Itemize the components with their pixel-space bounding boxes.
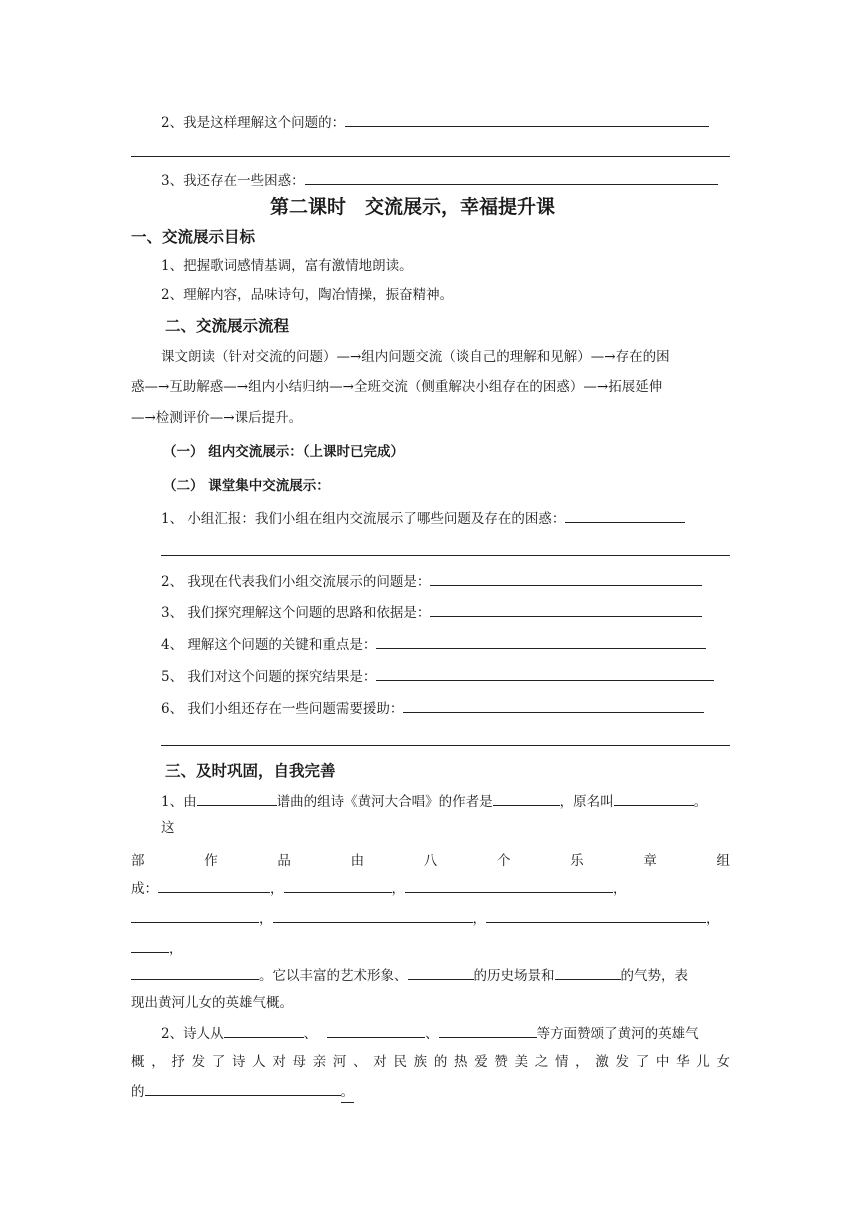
- exercise-char: 母: [292, 1054, 306, 1070]
- exercise-char: 由: [350, 853, 365, 869]
- exercise-2-line-3: [131, 1081, 354, 1103]
- exercise-char: 八: [423, 853, 438, 869]
- subsection-1: （一） 组内交流展示：（上课时已完成）: [163, 444, 404, 460]
- answer-blank[interactable]: [197, 791, 277, 806]
- flow-line: —→检测评价—→课后提升。: [131, 410, 303, 426]
- goal-item: 1、把握歌词感情基调，富有激情地朗读。: [161, 258, 413, 274]
- exercise-text: 、: [303, 1026, 318, 1042]
- exercise-char: 女: [716, 1054, 730, 1070]
- report-item-text: 6、 我们小组还存在一些问题需要援助：: [161, 701, 404, 717]
- exercise-char: 热: [454, 1054, 468, 1070]
- exercise-char: 民: [393, 1054, 407, 1070]
- answer-blank[interactable]: [405, 878, 613, 893]
- exercise-char: 章: [643, 853, 657, 869]
- exercise-char: 亲: [312, 1054, 327, 1070]
- answer-blank[interactable]: [305, 170, 718, 185]
- exercise-char: 美: [514, 1054, 529, 1070]
- exercise-char: 品: [277, 853, 291, 869]
- exercise-char: 乐: [570, 853, 584, 869]
- exercise-char: ，: [151, 1054, 165, 1070]
- exercise-2-spread-line: [131, 1052, 730, 1072]
- exercise-text: 、: [425, 1026, 439, 1042]
- exercise-1-line-1: [161, 791, 707, 812]
- exercise-1-line-final: [131, 965, 688, 986]
- answer-line[interactable]: [161, 555, 730, 556]
- report-item-5: [161, 666, 714, 687]
- exercise-text: ，: [472, 911, 486, 927]
- answer-blank[interactable]: [408, 965, 474, 980]
- exercise-char: 人: [252, 1054, 266, 1070]
- answer-blank[interactable]: [555, 965, 621, 980]
- exercise-text: 这: [161, 820, 175, 836]
- exercise-text: 的历史场景和: [473, 968, 555, 984]
- part1-question-3: [161, 170, 718, 191]
- exercise-text: 的气势，表: [620, 968, 688, 984]
- answer-blank[interactable]: [273, 908, 473, 923]
- exercise-1-movements-line-3: [131, 938, 183, 959]
- answer-blank[interactable]: [430, 602, 702, 617]
- flow-line: 惑—→互助解惑—→组内小结归纳—→全班交流（侧重解决小组存在的困惑）—→拓展延伸: [131, 379, 663, 395]
- answer-blank[interactable]: [486, 908, 706, 923]
- answer-blank[interactable]: [376, 666, 714, 681]
- exercise-text: ，: [169, 941, 183, 957]
- exercise-char: 中: [655, 1054, 670, 1070]
- exercise-1-movements-line-2: [131, 908, 720, 929]
- answer-blank[interactable]: [131, 965, 259, 980]
- exercise-char: 激: [595, 1054, 609, 1070]
- part1-q3-text: 3、我还存在一些困惑：: [161, 173, 305, 189]
- exercise-char: 、: [353, 1054, 367, 1070]
- exercise-text: ，: [706, 911, 720, 927]
- report-item-text: 2、 我现在代表我们小组交流展示的问题是：: [161, 574, 431, 590]
- exercise-char: ，: [575, 1054, 589, 1070]
- answer-blank[interactable]: [284, 878, 392, 893]
- answer-blank[interactable]: [565, 508, 685, 523]
- exercise-text: ，原名叫: [559, 794, 614, 810]
- exercise-char: 华: [676, 1054, 690, 1070]
- report-item-2: [161, 571, 702, 592]
- exercise-char: 了: [635, 1054, 650, 1070]
- exercise-char: 河: [332, 1054, 347, 1070]
- exercise-text: 等方面赞颂了黄河的英雄气: [536, 1026, 699, 1042]
- exercise-2-line-1: [161, 1023, 699, 1044]
- exercise-char: 作: [204, 853, 218, 869]
- exercise-char: 族: [413, 1054, 428, 1070]
- answer-blank[interactable]: [430, 571, 702, 586]
- lesson-title: 第二课时 交流展示，幸福提升课: [270, 196, 556, 218]
- section-3-heading: 三、及时巩固，自我完善: [165, 762, 336, 780]
- answer-blank[interactable]: [224, 1023, 304, 1038]
- exercise-char: 抒: [171, 1054, 185, 1070]
- report-item-text: 1、 小组汇报：我们小组在组内交流展示了哪些问题及存在的困惑：: [161, 511, 566, 527]
- answer-blank[interactable]: [327, 1023, 425, 1038]
- exercise-text: ，: [270, 881, 284, 897]
- section-2-heading: 二、交流展示流程: [165, 317, 290, 335]
- report-item-text: 5、 我们对这个问题的探究结果是：: [161, 669, 377, 685]
- exercise-text: 谱曲的组诗《黄河大合唱》的作者是: [276, 794, 493, 810]
- exercise-text: 1、由: [161, 794, 197, 810]
- report-item-3: [161, 602, 702, 623]
- part1-q2-text: 2、我是这样理解这个问题的：: [161, 115, 346, 131]
- answer-blank[interactable]: [158, 878, 270, 893]
- exercise-char: 爱: [474, 1054, 488, 1070]
- exercise-char: 发: [615, 1054, 629, 1070]
- answer-line[interactable]: [131, 156, 730, 157]
- exercise-char: 诗: [231, 1054, 246, 1070]
- exercise-text: ，: [613, 881, 627, 897]
- exercise-char: 概: [131, 1054, 145, 1070]
- answer-blank[interactable]: [439, 1023, 537, 1038]
- exercise-char: 组: [716, 853, 730, 869]
- exercise-text: ，: [391, 881, 405, 897]
- report-item-text: 4、 理解这个问题的关键和重点是：: [161, 637, 377, 653]
- report-item-6: [161, 698, 704, 719]
- exercise-char: 之: [534, 1054, 549, 1070]
- answer-blank[interactable]: [131, 908, 259, 923]
- exercise-text: 。: [693, 794, 708, 810]
- exercise-char: 赞: [494, 1054, 508, 1070]
- exercise-char: 部: [131, 853, 145, 869]
- report-item-text: 3、 我们探究理解这个问题的思路和依据是：: [161, 605, 431, 621]
- exercise-char: 个: [496, 853, 511, 869]
- exercise-text: 。: [341, 1082, 355, 1103]
- exercise-text: ，: [259, 911, 273, 927]
- exercise-text: 2、诗人从: [161, 1026, 224, 1042]
- report-item-4: [161, 634, 706, 655]
- subsection-2: （二） 课堂集中交流展示：: [163, 478, 330, 494]
- exercise-char: 情: [554, 1054, 569, 1070]
- exercise-char: 对: [373, 1054, 387, 1070]
- answer-blank[interactable]: [376, 634, 706, 649]
- exercise-text: 成：: [131, 881, 158, 897]
- flow-line: 课文朗读（针对交流的问题）—→组内问题交流（谈自己的理解和见解）—→存在的困: [161, 349, 670, 365]
- part1-question-2: [161, 112, 709, 133]
- answer-line[interactable]: [161, 745, 730, 746]
- exercise-text: 。它以丰富的艺术形象、: [259, 968, 408, 984]
- answer-blank[interactable]: [145, 1081, 341, 1096]
- exercise-1-movements-line-1: [131, 878, 627, 899]
- answer-blank[interactable]: [614, 791, 694, 806]
- exercise-1-spread-line: [131, 851, 730, 871]
- goal-item: 2、理解内容，品味诗句，陶冶情操，振奋精神。: [161, 287, 454, 303]
- answer-blank[interactable]: [131, 938, 169, 953]
- exercise-char: 儿: [696, 1054, 710, 1070]
- section-1-heading: 一、交流展示目标: [131, 228, 256, 246]
- answer-blank[interactable]: [403, 698, 704, 713]
- exercise-char: 对: [272, 1054, 286, 1070]
- report-item-1: [161, 508, 685, 529]
- exercise-text: 现出黄河儿女的英雄气概。: [131, 995, 293, 1011]
- exercise-text: 的: [131, 1084, 145, 1100]
- exercise-char: 了: [211, 1054, 226, 1070]
- answer-blank[interactable]: [345, 112, 709, 127]
- exercise-char: 发: [191, 1054, 206, 1070]
- answer-blank[interactable]: [493, 791, 560, 806]
- exercise-char: 的: [433, 1054, 448, 1070]
